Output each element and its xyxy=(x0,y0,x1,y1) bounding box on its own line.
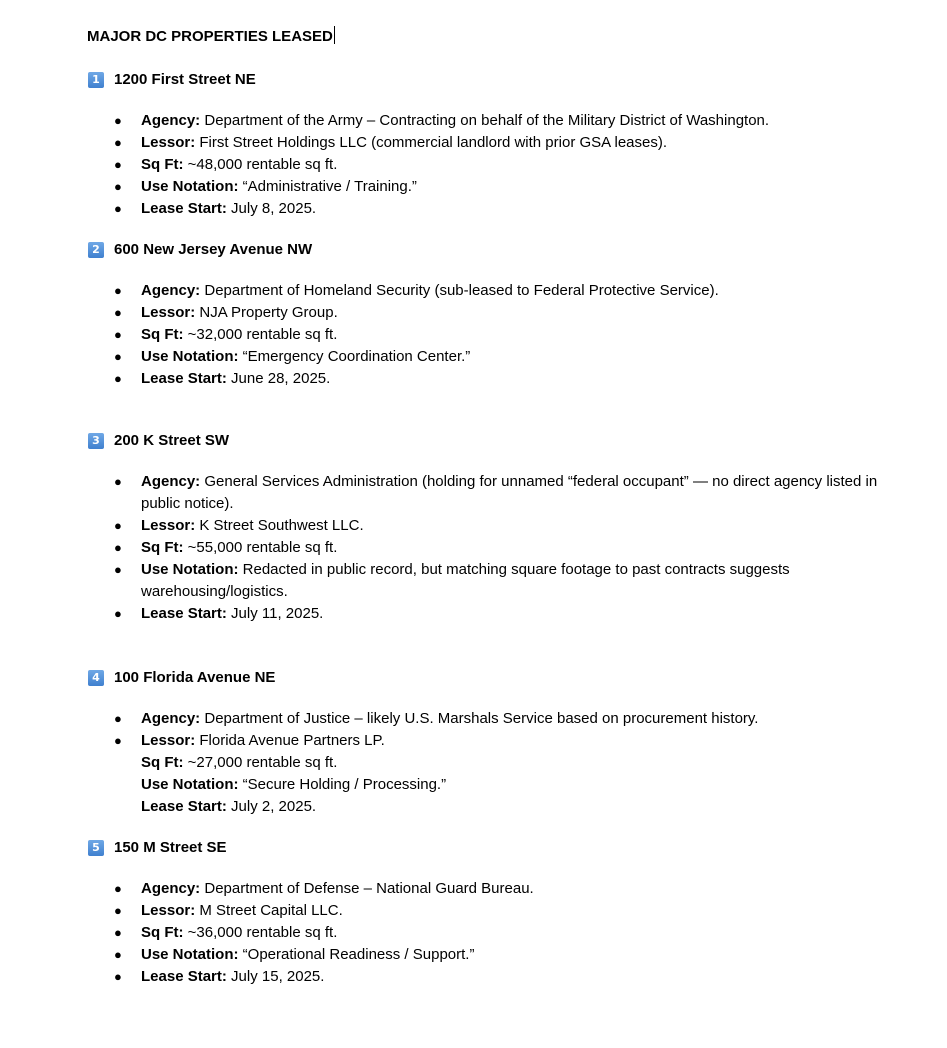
item-label: Lease Start: xyxy=(141,605,227,622)
text-cursor xyxy=(334,26,335,44)
item-value: Department of the Army – Contracting on behalf of the Military District of Washington. xyxy=(200,112,770,129)
item-value: General Services Administration (holding for unnamed “federal occupant” — no direct agency listed in public notice). xyxy=(141,473,878,512)
bullet-icon: ● xyxy=(114,540,122,555)
item-value: First Street Holdings LLC (commercial landlord with prior GSA leases). xyxy=(195,134,668,151)
list-item xyxy=(87,132,887,154)
item-value: ~48,000 rentable sq ft. xyxy=(183,156,338,173)
list-item xyxy=(87,110,887,132)
item-value: ~36,000 rentable sq ft. xyxy=(183,924,338,941)
bullet-icon: ● xyxy=(114,711,122,726)
item-value: Department of Defense – National Guard Bureau. xyxy=(200,880,534,897)
item-label: Agency: xyxy=(141,473,201,490)
list-item xyxy=(87,922,887,944)
item-label: Agency: xyxy=(141,880,201,897)
bullet-icon: ● xyxy=(114,201,122,216)
list-item xyxy=(87,302,887,324)
list-item xyxy=(87,752,887,774)
item-label: Lease Start: xyxy=(141,200,227,217)
item-label: Use Notation: xyxy=(141,561,239,578)
item-value: June 28, 2025. xyxy=(226,370,331,387)
item-label: Sq Ft: xyxy=(141,924,184,941)
item-value: July 8, 2025. xyxy=(226,200,317,217)
bullet-icon: ● xyxy=(114,518,122,533)
bullet-icon: ● xyxy=(114,947,122,962)
section-heading xyxy=(87,431,887,451)
list-item xyxy=(87,154,887,176)
bullet-icon: ● xyxy=(114,157,122,172)
bullet-icon: ● xyxy=(114,327,122,342)
bullet-icon: ● xyxy=(114,135,122,150)
item-value: Florida Avenue Partners LP. xyxy=(195,732,385,749)
item-value: Department of Justice – likely U.S. Marshals Service based on procurement history. xyxy=(200,710,759,727)
bullet-icon: ● xyxy=(114,349,122,364)
item-value: Redacted in public record, but matching square footage to past contracts suggests warehousing/logistics. xyxy=(141,561,790,600)
list-item xyxy=(87,796,887,818)
list-item xyxy=(87,198,887,220)
list-item xyxy=(87,944,887,966)
bullet-icon: ● xyxy=(114,562,122,577)
list-item xyxy=(87,515,887,537)
item-label: Use Notation: xyxy=(141,348,239,365)
item-label: Lessor: xyxy=(141,134,196,151)
item-value: July 15, 2025. xyxy=(226,968,325,985)
property-section-1 xyxy=(87,70,887,217)
property-section-4 xyxy=(87,668,887,815)
item-value: M Street Capital LLC. xyxy=(195,902,343,919)
item-label: Lease Start: xyxy=(141,798,227,815)
bullet-icon: ● xyxy=(114,969,122,984)
item-label: Use Notation: xyxy=(141,776,239,793)
bullet-icon: ● xyxy=(114,606,122,621)
bullet-icon: ● xyxy=(114,474,122,489)
item-value: Department of Homeland Security (sub-leased to Federal Protective Service). xyxy=(200,282,719,299)
item-label: Lease Start: xyxy=(141,968,227,985)
section-heading-text: 200 K Street SW xyxy=(114,432,230,449)
section-heading-text: 100 Florida Avenue NE xyxy=(114,669,276,686)
bullet-icon: ● xyxy=(114,733,122,748)
item-label: Sq Ft: xyxy=(141,754,184,771)
item-value: ~32,000 rentable sq ft. xyxy=(183,326,338,343)
section-heading xyxy=(87,838,887,858)
property-section-3 xyxy=(87,431,887,622)
item-value: ~55,000 rentable sq ft. xyxy=(183,539,338,556)
property-details-list xyxy=(87,280,887,390)
item-label: Use Notation: xyxy=(141,946,239,963)
item-label: Lessor: xyxy=(141,732,196,749)
list-item xyxy=(87,346,887,368)
list-item xyxy=(87,324,887,346)
bullet-icon: ● xyxy=(114,305,122,320)
item-label: Sq Ft: xyxy=(141,326,184,343)
item-value: NJA Property Group. xyxy=(195,304,338,321)
item-label: Agency: xyxy=(141,282,201,299)
property-section-2 xyxy=(87,240,887,387)
list-item xyxy=(87,368,887,390)
item-label: Lessor: xyxy=(141,304,196,321)
item-value: “Secure Holding / Processing.” xyxy=(238,776,447,793)
document-title-text: MAJOR DC PROPERTIES LEASED xyxy=(87,28,333,45)
section-heading xyxy=(87,240,887,260)
item-value: July 11, 2025. xyxy=(226,605,324,622)
list-item xyxy=(87,708,887,730)
section-heading-text: 1200 First Street NE xyxy=(114,71,256,88)
property-details-list xyxy=(87,878,887,988)
item-value: “Emergency Coordination Center.” xyxy=(238,348,471,365)
item-label: Lessor: xyxy=(141,517,196,534)
property-details-list xyxy=(87,471,887,625)
section-heading-text: 150 M Street SE xyxy=(114,839,227,856)
property-section-5 xyxy=(87,838,887,985)
document-body[interactable] xyxy=(87,26,887,985)
list-item xyxy=(87,537,887,559)
property-details-list xyxy=(87,110,887,220)
item-label: Agency: xyxy=(141,710,201,727)
list-item xyxy=(87,966,887,988)
item-value: K Street Southwest LLC. xyxy=(195,517,364,534)
list-item xyxy=(87,176,887,198)
item-label: Sq Ft: xyxy=(141,156,184,173)
keycap-number-4-icon: 4 xyxy=(88,670,104,686)
item-value: ~27,000 rentable sq ft. xyxy=(183,754,338,771)
list-item xyxy=(87,774,887,796)
bullet-icon: ● xyxy=(114,283,122,298)
document-title xyxy=(87,26,887,46)
list-item xyxy=(87,603,887,625)
item-label: Agency: xyxy=(141,112,201,129)
bullet-icon: ● xyxy=(114,903,122,918)
item-label: Lessor: xyxy=(141,902,196,919)
keycap-number-3-icon: 3 xyxy=(88,433,104,449)
list-item xyxy=(87,471,887,515)
bullet-icon: ● xyxy=(114,179,122,194)
bullet-icon: ● xyxy=(114,881,122,896)
bullet-icon: ● xyxy=(114,371,122,386)
list-item xyxy=(87,878,887,900)
bullet-icon: ● xyxy=(114,113,122,128)
item-value: July 2, 2025. xyxy=(226,798,317,815)
keycap-number-5-icon: 5 xyxy=(88,840,104,856)
list-item xyxy=(87,900,887,922)
section-heading-text: 600 New Jersey Avenue NW xyxy=(114,241,313,258)
list-item xyxy=(87,730,887,752)
list-item xyxy=(87,280,887,302)
item-value: “Administrative / Training.” xyxy=(238,178,417,195)
item-label: Lease Start: xyxy=(141,370,227,387)
section-heading xyxy=(87,668,887,688)
item-value: “Operational Readiness / Support.” xyxy=(238,946,475,963)
list-item xyxy=(87,559,887,603)
keycap-number-2-icon: 2 xyxy=(88,242,104,258)
item-label: Use Notation: xyxy=(141,178,239,195)
keycap-number-1-icon: 1 xyxy=(88,72,104,88)
item-label: Sq Ft: xyxy=(141,539,184,556)
bullet-icon: ● xyxy=(114,925,122,940)
section-heading xyxy=(87,70,887,90)
property-details-list xyxy=(87,708,887,818)
